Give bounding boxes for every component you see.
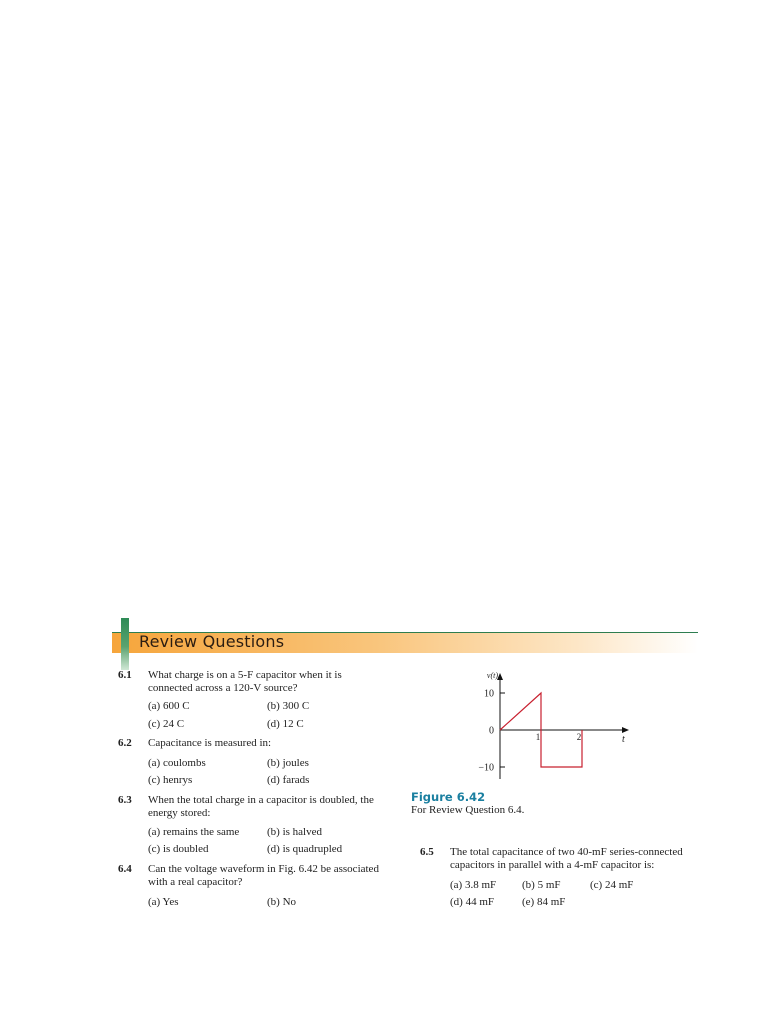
- question-text-line: Can the voltage waveform in Fig. 6.42 be associated: [148, 863, 379, 875]
- answer-option: (e) 84 mF: [522, 896, 566, 908]
- question-text-line: When the total charge in a capacitor is doubled, the: [148, 794, 374, 806]
- answer-option: (c) 24 C: [148, 718, 185, 730]
- answer-option: (a) 600 C: [148, 700, 190, 712]
- section-title: Review Questions: [139, 632, 285, 651]
- figure-title: Figure 6.42: [411, 790, 486, 804]
- question-number: 6.5: [420, 846, 434, 858]
- question-text-line: What charge is on a 5-F capacitor when it is: [148, 669, 342, 681]
- answer-option: (a) 3.8 mF: [450, 879, 497, 891]
- answer-option: (b) 300 C: [267, 700, 310, 712]
- answer-option: (b) joules: [267, 757, 309, 769]
- question-text-line: Capacitance is measured in:: [148, 737, 272, 749]
- answer-option: (d) 44 mF: [450, 896, 494, 908]
- question-text-line: with a real capacitor?: [148, 876, 243, 888]
- question-number: 6.1: [118, 669, 132, 681]
- question-number: 6.2: [118, 737, 132, 749]
- y-tick-label: −10: [478, 762, 494, 774]
- answer-option: (c) 24 mF: [590, 879, 634, 891]
- section-header-tab: [121, 618, 129, 670]
- figure-caption: For Review Question 6.4.: [411, 804, 525, 816]
- answer-option: (a) remains the same: [148, 826, 240, 838]
- answer-option: (b) 5 mF: [522, 879, 561, 891]
- question-text-line: connected across a 120-V source?: [148, 682, 298, 694]
- y-axis-label: v(t): [486, 671, 498, 680]
- x-tick-label: 2: [576, 732, 582, 742]
- answer-option: (a) coulombs: [148, 757, 206, 769]
- x-tick-label: 1: [535, 732, 541, 742]
- y-tick-label: 10: [484, 688, 494, 700]
- x-axis-arrow: [622, 727, 629, 733]
- x-axis-label: t: [622, 734, 625, 745]
- answer-option: (c) henrys: [148, 774, 193, 786]
- answer-option: (a) Yes: [148, 896, 179, 908]
- answer-option: (b) is halved: [267, 826, 322, 838]
- answer-option: (d) farads: [267, 774, 310, 786]
- question-text-line: The total capacitance of two 40-mF series-connected: [450, 846, 683, 858]
- question-number: 6.4: [118, 863, 132, 875]
- answer-option: (d) is quadrupled: [267, 843, 343, 855]
- question-number: 6.3: [118, 794, 132, 806]
- y-tick-label: 0: [489, 725, 494, 737]
- question-text-line: energy stored:: [148, 807, 211, 819]
- question-text-line: capacitors in parallel with a 4-mF capacitor is:: [450, 859, 655, 871]
- voltage-waveform-chart: [470, 665, 640, 785]
- answer-option: (b) No: [267, 896, 297, 908]
- answer-option: (c) is doubled: [148, 843, 209, 855]
- answer-option: (d) 12 C: [267, 718, 304, 730]
